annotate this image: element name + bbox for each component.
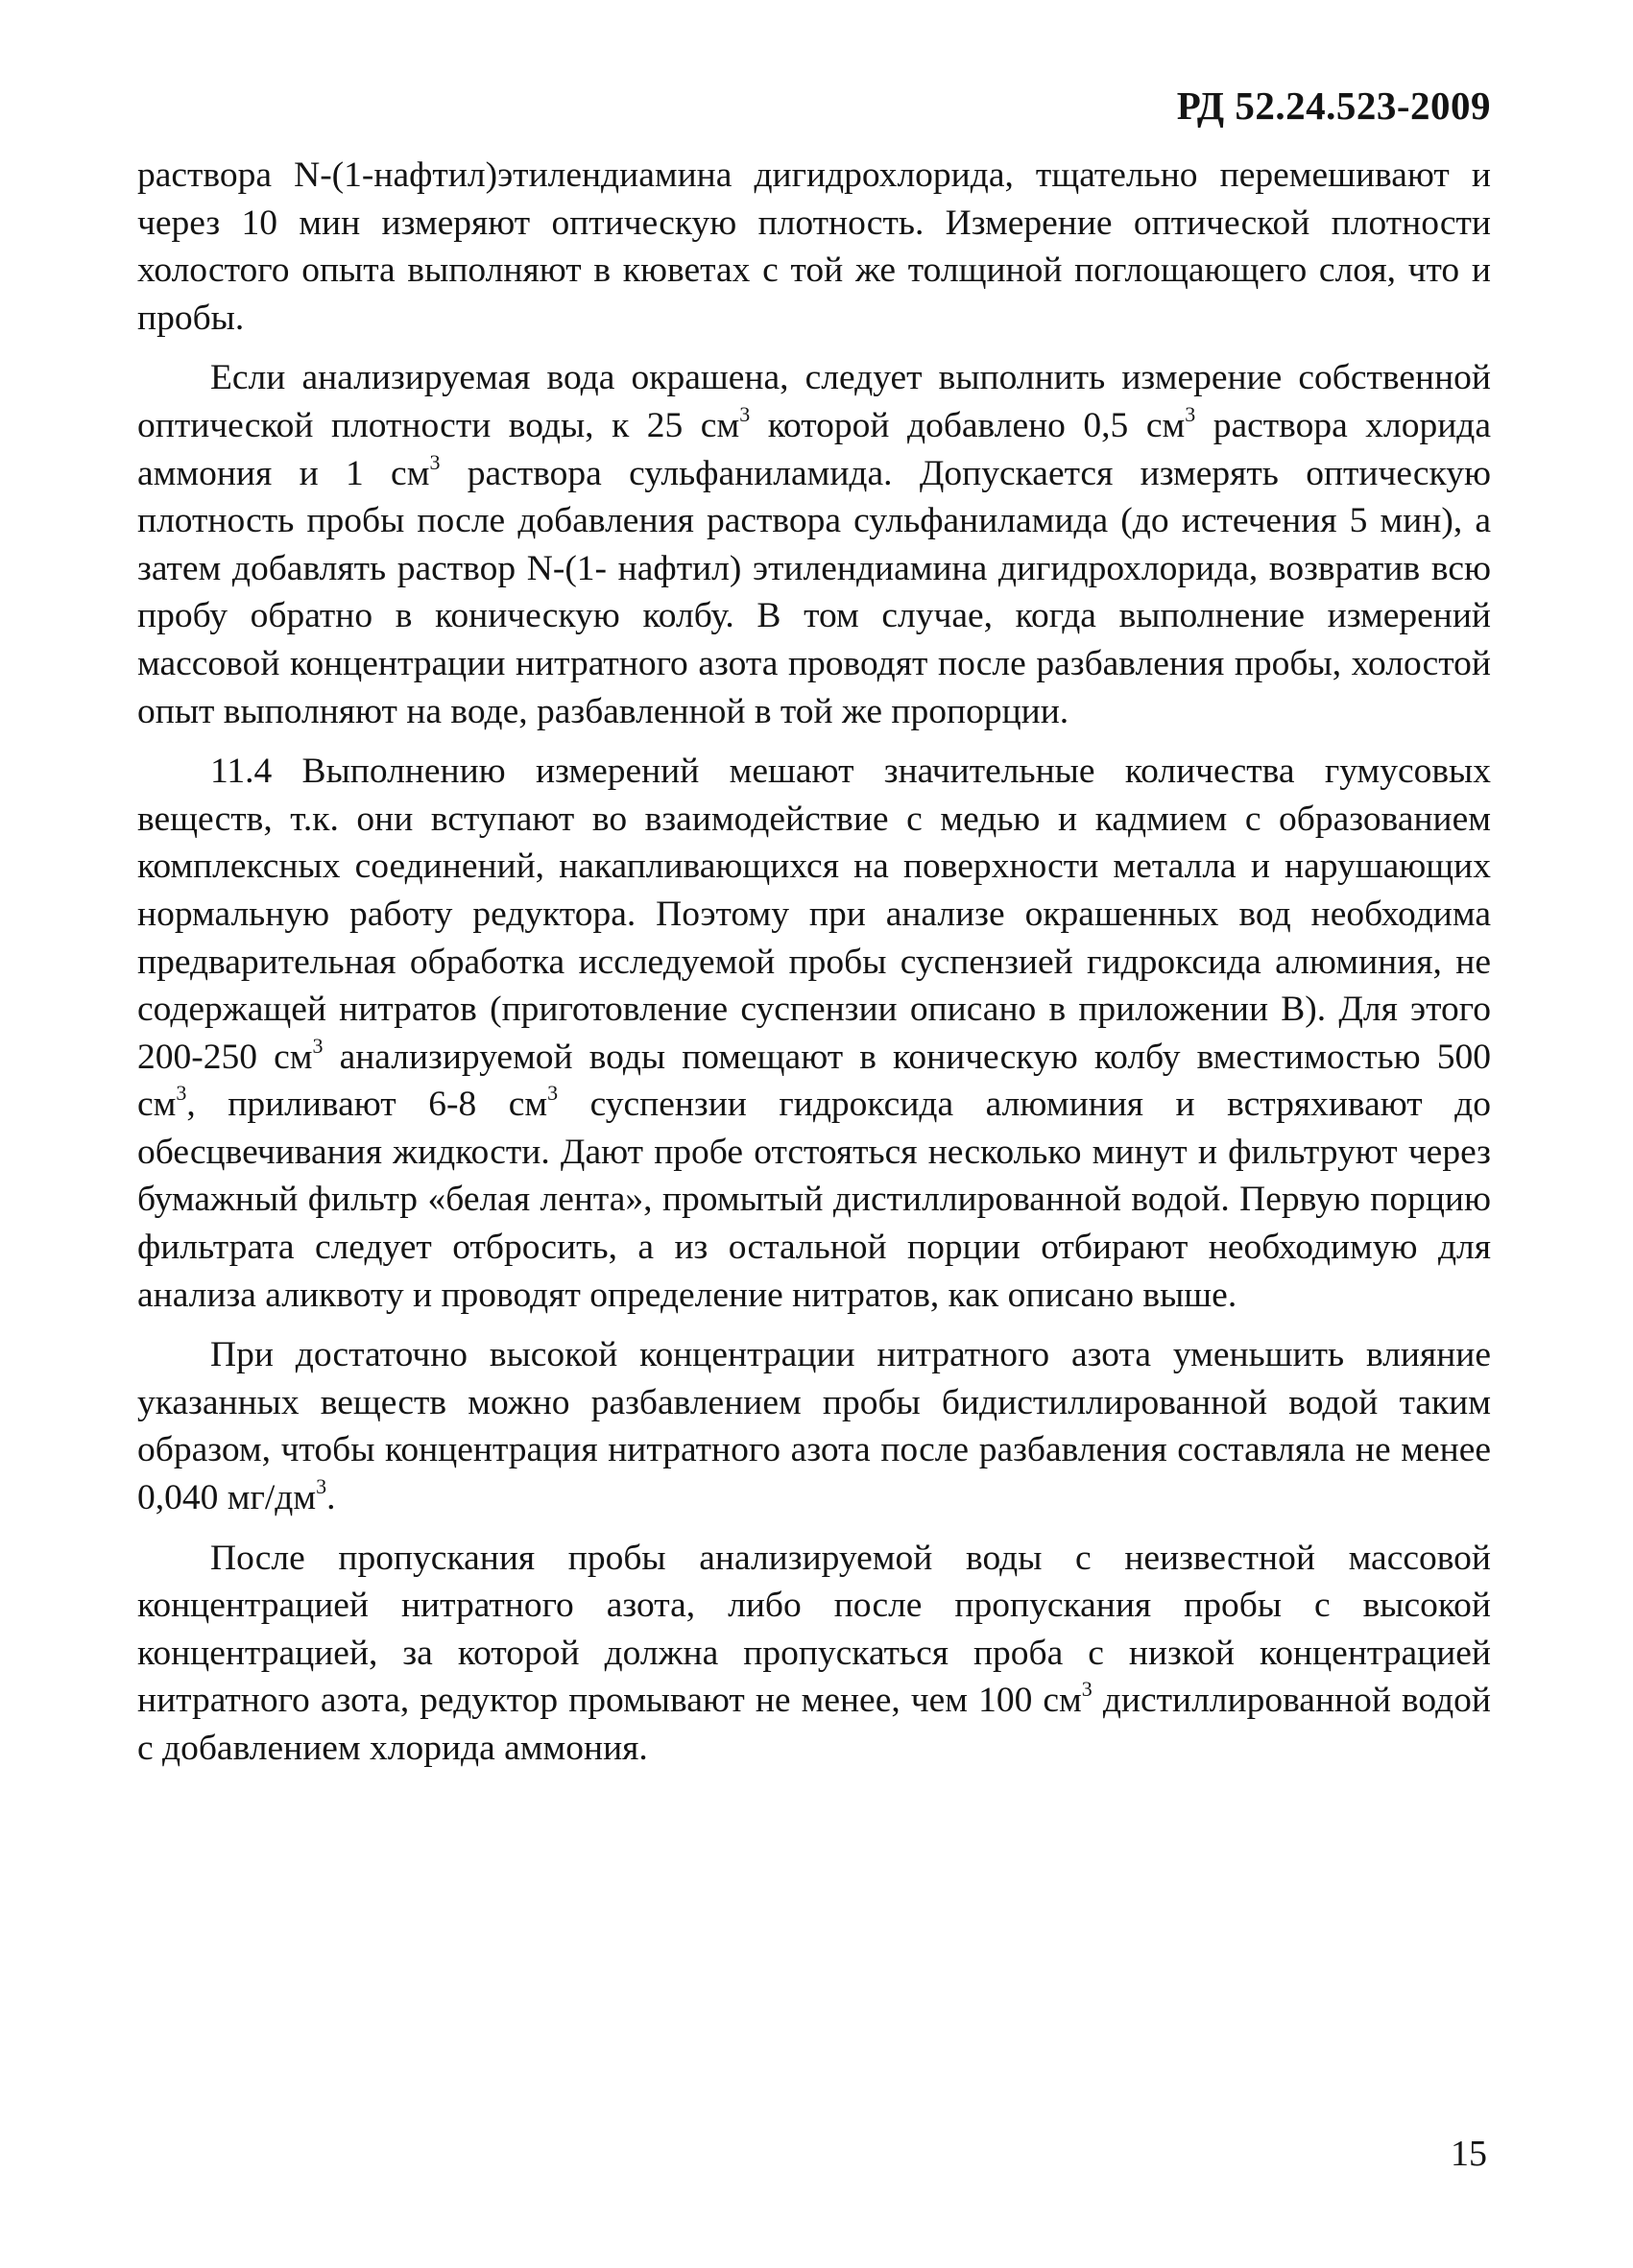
paragraph-2 xyxy=(137,354,1491,735)
paragraph-2-text-3: раствора хлорида аммония и 1 см xyxy=(137,405,1491,493)
document-body xyxy=(137,152,1491,1785)
superscript: 3 xyxy=(316,1474,327,1499)
paragraph-1 xyxy=(137,152,1491,342)
paragraph-2-text-2: которой добавлено 0,5 см xyxy=(750,405,1186,445)
document-header: РД 52.24.523-2009 xyxy=(1176,84,1491,128)
paragraph-3-text-2: анализируемой воды помещают в коническую колбу вместимостью 500 см xyxy=(137,1037,1491,1125)
superscript: 3 xyxy=(429,449,441,474)
superscript: 3 xyxy=(739,401,751,426)
superscript: 3 xyxy=(1185,401,1196,426)
paragraph-3-text-3: , приливают 6-8 см xyxy=(186,1085,548,1125)
paragraph-4 xyxy=(137,1331,1491,1521)
superscript: 3 xyxy=(176,1081,187,1106)
paragraph-1-text: раствора N-(1-нафтил)этилендиамина дигидрохлорида, тщательно перемешивают и через 10 мин измеряют оптическую плотность. Измерение оптической плотности холостого опыта выполняют в кюветах с той же толщиной поглощающего слоя, что и пробы. xyxy=(137,155,1491,338)
superscript: 3 xyxy=(547,1081,559,1106)
paragraph-3 xyxy=(137,748,1491,1319)
paragraph-5-text-2: дистиллированной водой с добавлением хлорида аммония. xyxy=(137,1681,1491,1768)
paragraph-4-text-2: . xyxy=(326,1478,336,1518)
paragraph-2-text-4: раствора сульфаниламида. Допускается измерять оптическую плотность пробы после добавления раствора сульфаниламида (до истечения 5 мин), а затем добавлять раствор N-(1- нафтил) этилендиамина дигидрохлорида, возвратив всю пробу обратно в коническую колбу. В том случае, когда выполнение измерений массовой концентрации нитратного азота проводят после разбавления пробы, холостой опыт выполняют на воде, разбавленной в той же пропорции. xyxy=(137,453,1492,731)
superscript: 3 xyxy=(312,1033,324,1058)
paragraph-5 xyxy=(137,1535,1491,1773)
page-number: 15 xyxy=(1451,2134,1487,2174)
paragraph-2-text-1: Если анализируемая вода окрашена, следует выполнить измерение собственной оптической плотности воды, к 25 см xyxy=(137,358,1491,445)
paragraph-3-text-4: суспензии гидроксида алюминия и встряхивают до обесцвечивания жидкости. Дают пробе отстояться несколько минут и фильтруют через бумажный фильтр «белая лента», промытый дистиллированной водой. Первую порцию фильтрата следует отбросить, а из остальной порции отбирают необходимую для анализа аликвоту и проводят определение нитратов, как описано выше. xyxy=(137,1085,1492,1315)
paragraph-3-text-1: 11.4 Выполнению измерений мешают значительные количества гумусовых веществ, т.к. они вступают во взаимодействие с медью и кадмием с образованием комплексных соединений, накапливающихся на поверхности металла и нарушающих нормальную работу редуктора. Поэтому при анализе окрашенных вод необходима предварительная обработка исследуемой пробы суспензией гидроксида алюминия, не содержащей нитратов (приготовление суспензии описано в приложении В). Для этого 200-250 см xyxy=(137,752,1491,1077)
paragraph-4-text-1: При достаточно высокой концентрации нитратного азота уменьшить влияние указанных веществ можно разбавлением пробы бидистиллированной водой таким образом, чтобы концентрация нитратного азота после разбавления составляла не менее 0,040 мг/дм xyxy=(137,1335,1491,1518)
superscript: 3 xyxy=(1081,1677,1093,1702)
paragraph-5-text-1: После пропускания пробы анализируемой воды с неизвестной массовой концентрацией нитратного азота, либо после пропускания пробы с высокой концентрацией, за которой должна пропускаться проба с низкой концентрацией нитратного азота, редуктор промывают не менее, чем 100 см xyxy=(137,1538,1491,1721)
